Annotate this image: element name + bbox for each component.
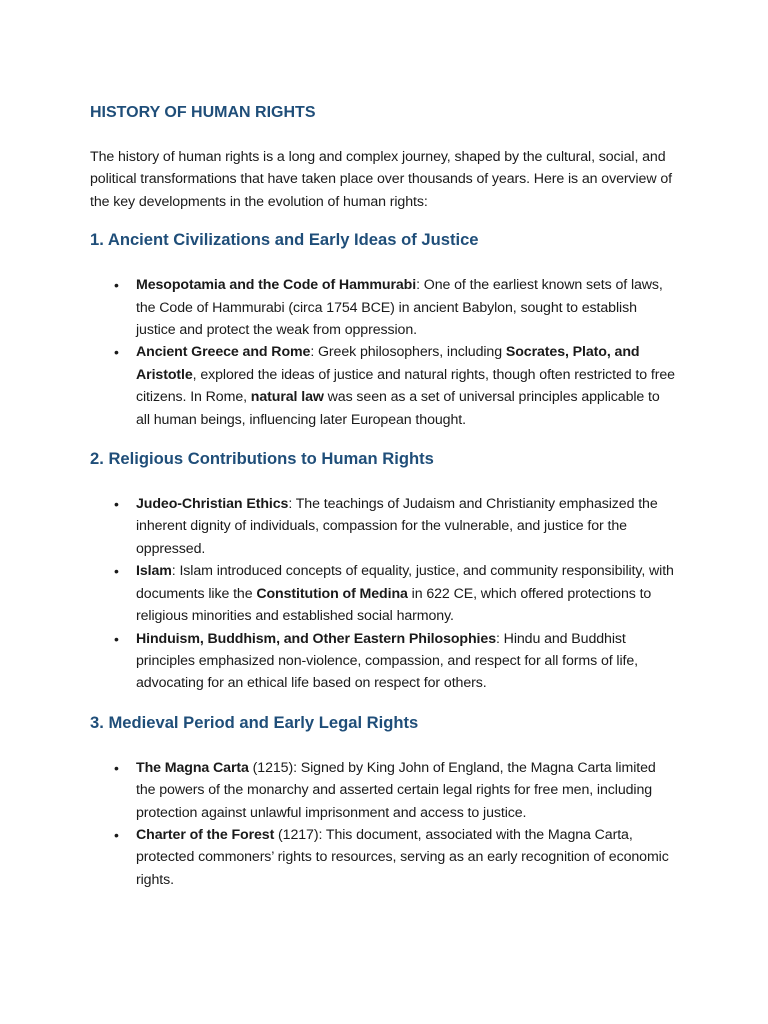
bullet-icon: • (114, 344, 119, 361)
item-emphasis: Socrates, Plato, and Aristotle (136, 344, 640, 383)
bullet-list (90, 493, 676, 695)
bullet-list (90, 274, 676, 431)
list-item (90, 824, 676, 891)
item-term: Islam (136, 563, 172, 580)
item-term: Charter of the Forest (136, 826, 275, 843)
bullet-list (90, 757, 676, 891)
document-title: HISTORY OF HUMAN RIGHTS (90, 104, 316, 121)
item-term: Mesopotamia and the Code of Hammurabi (136, 277, 417, 294)
item-term: Ancient Greece and Rome (136, 344, 311, 361)
item-text: : Greek philosophers, including (310, 344, 506, 361)
item-text: : One of the earliest known sets of laws, the Code of Hammurabi (circa 1754 BCE) in ancient Babylon, sought to establish justice and protect the weak from oppression. (136, 277, 663, 339)
item-term: Judeo-Christian Ethics (136, 496, 289, 513)
bullet-icon: • (114, 759, 119, 776)
list-item (90, 493, 676, 560)
item-text: (1217): This document, associated with the Magna Carta, protected commoners’ rights to resources, serving as an early recognition of economic rights. (136, 826, 669, 888)
item-emphasis: Constitution of Medina (256, 585, 408, 602)
section-heading: 1. Ancient Civilizations and Early Ideas of Justice (90, 230, 479, 250)
list-item (90, 628, 676, 695)
item-emphasis: natural law (250, 389, 324, 406)
list-item (90, 341, 676, 431)
list-item (90, 274, 676, 341)
section-heading: 3. Medieval Period and Early Legal Rights (90, 712, 419, 732)
item-text: in 622 CE, which offered protections to religious minorities and established social harmony. (136, 585, 652, 625)
item-term: Hinduism, Buddhism, and Other Eastern Philosophies (136, 630, 496, 647)
list-item (90, 560, 676, 627)
bullet-icon: • (114, 826, 119, 843)
item-term: The Magna Carta (136, 759, 249, 776)
intro-paragraph: The history of human rights is a long and complex journey, shaped by the cultural, social, and political transformations that have taken place over thousands of years. Here is an overview of the key developments in the evolution of human rights: (90, 149, 672, 210)
item-text: : Hindu and Buddhist principles emphasized non-violence, compassion, and respect for all forms of life, advocating for an ethical life based on respect for others. (136, 630, 639, 692)
bullet-icon: • (114, 277, 119, 294)
item-text: (1215): Signed by King John of England, the Magna Carta limited the powers of the monarchy and asserted certain legal rights for free men, including protection against unlawful imprisonment and access to justice. (136, 759, 656, 821)
item-text: was seen as a set of universal principles applicable to all human beings, influencing later European thought. (136, 389, 660, 428)
section-heading: 2. Religious Contributions to Human Rights (90, 449, 434, 469)
bullet-icon: • (114, 630, 119, 647)
item-text: : The teachings of Judaism and Christianity emphasized the inherent dignity of individuals, compassion for the vulnerable, and justice for the oppressed. (136, 496, 658, 557)
item-text: : Islam introduced concepts of equality, justice, and community responsibility, with documents like the (136, 563, 674, 602)
bullet-icon: • (114, 496, 119, 513)
list-item (90, 757, 676, 824)
bullet-icon: • (114, 563, 119, 580)
item-text: , explored the ideas of justice and natural rights, though often restricted to free citizens. In Rome, (136, 366, 675, 406)
